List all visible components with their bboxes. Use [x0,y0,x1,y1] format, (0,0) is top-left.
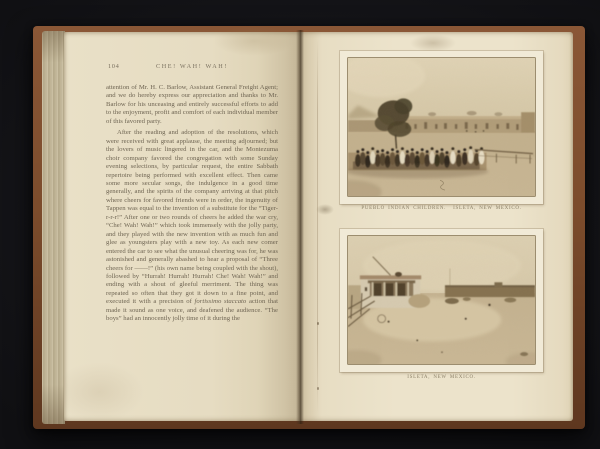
photo-mount [340,229,543,372]
page-edges-stack [42,31,65,424]
right-page [300,32,573,421]
body-text-block [106,84,278,384]
page-stain [410,34,456,52]
binding-dot [317,322,319,325]
page-hinge-crease [317,32,318,421]
binding-dot [317,387,319,390]
photo-mount [340,51,543,204]
page-number: 104 [108,63,120,70]
photo-caption: ISLETA, NEW MEXICO. [407,375,476,380]
book-cover [33,26,585,429]
photo-illustration [348,58,535,196]
paragraph-che-wah-wah: After the reading and adoption of the resolutions, which were received with great applause, the meeting adjourned; but the lovers of music lingered in the car, and the Montezuma choir company favored the congregation with some Sunday evening selections, by particular request, the entire Sabbath repertoire being performed with excellent effect. Then came some more secular songs, the indulgence in a good time generally, and the spirits of the company arriving at that pitch where cheers for favored friends were in order, the ingenuity of Tappen was equal to the invention of a substitute for the “Tiger-r-r-r!” After one or two rounds of cheers he added the war cry, “Che! Wah! Wah!” which took immensely with the jolly party, and they played with the new invention with as much fun and glee as youngsters play with a new toy. As each new comer entered the car to see what the unusual cheering was for, he was astonished and generally abashed to hear a proposal of “Three cheers for ——!” (his own name being coupled with the shout), followed by “Hurrah! Hurrah! Hurrah! Che! Wah! Wah!” and ending with a shout of gleeful merriment. The thing was repeated so often that they got it down to a fine point, and executed it with a precision of fortissimo staccato action that made it sound as one voice, and deafened the audience. “The boys” had an innocently jolly time of it during the [106,129,278,323]
photo-illustration [348,236,535,364]
photo-caption: PUEBLO INDIAN CHILDREN. ISLETA, NEW MEXICO. [361,206,522,211]
photo-isleta-new-mexico [347,235,536,365]
running-header: CHE! WAH! WAH! [155,63,228,70]
paragraph-resolution: attention of Mr. H. C. Barlow, Assistant General Freight Agent; and we do hereby express our appreciation and thanks to Mr. Barlow for his unceasing and entirely successful efforts to add to the enjoyment, profit and comfort of each individual member of this favored party. [106,84,278,125]
italic-phrase: fortissimo staccato [194,298,247,306]
photo-pueblo-indian-children [347,57,536,197]
page-stain [214,26,294,56]
left-page [64,32,300,421]
page-stain [316,204,334,215]
